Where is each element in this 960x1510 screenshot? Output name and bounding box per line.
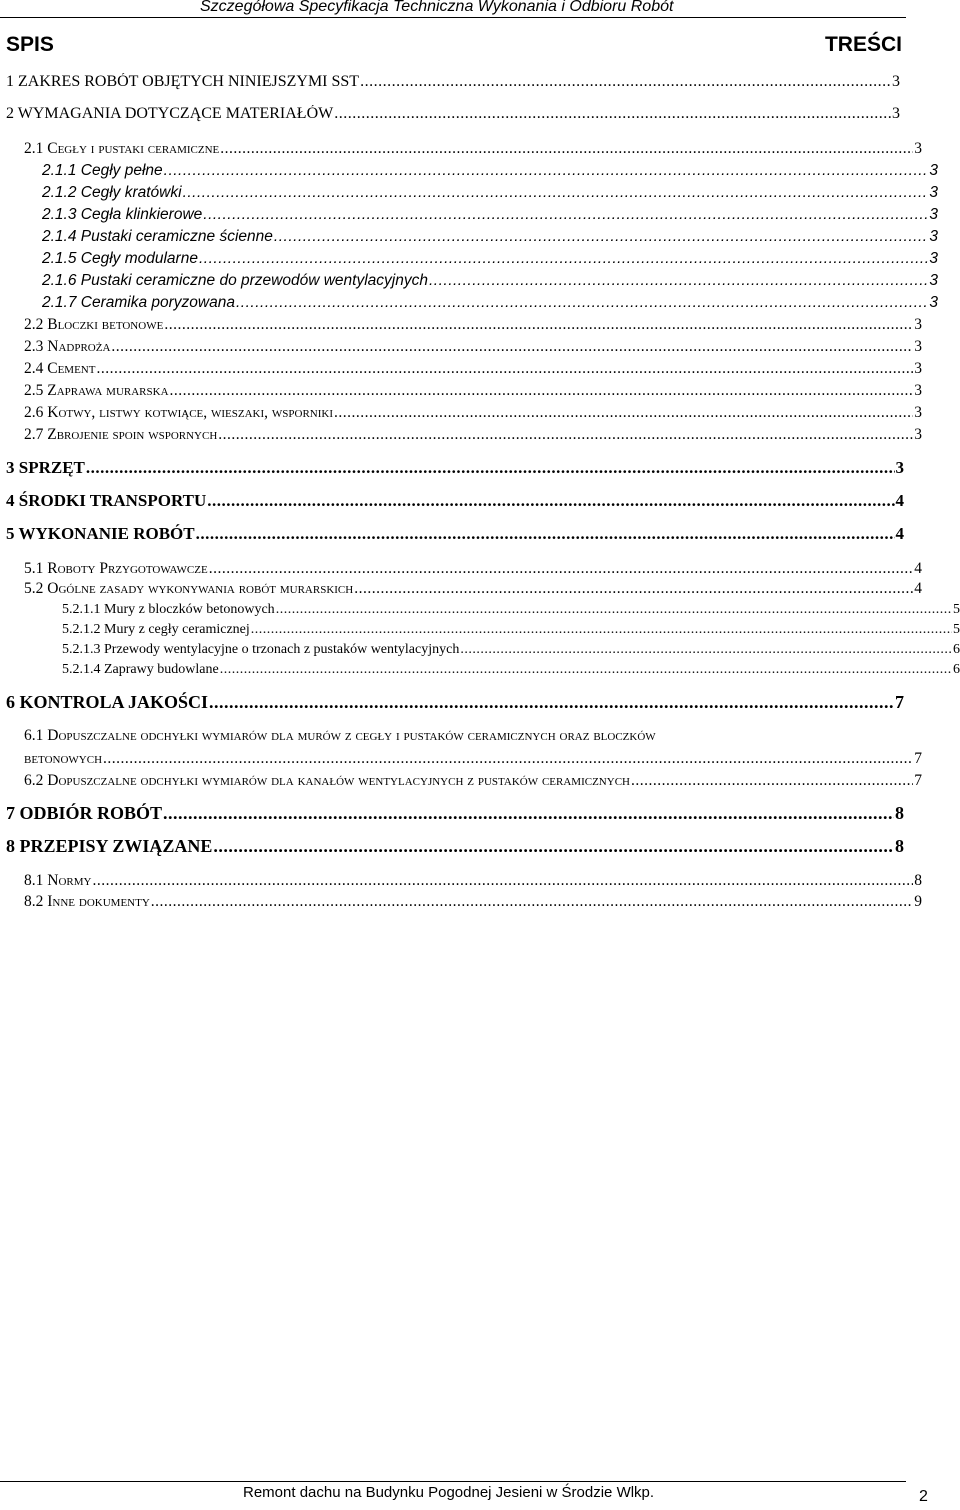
toc-entry-page: 7 xyxy=(895,692,904,712)
toc-entry[interactable] xyxy=(42,294,938,312)
toc-entry-label: 2.1 Cegły i pustaki ceramiczne xyxy=(24,140,220,157)
heading-spis: SPIS xyxy=(6,33,54,56)
leader-dots xyxy=(111,338,913,356)
toc-entry-label: 5.2.1.1 Mury z bloczków betonowych xyxy=(62,602,275,617)
toc-entry-page: 3 xyxy=(929,272,938,289)
toc-entry-page: 7 xyxy=(914,750,922,767)
toc-entry-page: 4 xyxy=(914,580,922,597)
leader-dots xyxy=(460,642,952,658)
leader-dots xyxy=(274,228,928,246)
toc-entry-page: 3 xyxy=(895,458,904,477)
toc-entry-page: 3 xyxy=(914,382,922,399)
toc-entry-page: 3 xyxy=(914,360,922,377)
toc-entry-label: 8.1 Normy xyxy=(24,872,92,889)
toc-entry[interactable] xyxy=(24,316,922,334)
toc-entry[interactable] xyxy=(6,692,904,713)
toc-entry[interactable] xyxy=(42,184,938,202)
toc-entry[interactable] xyxy=(62,602,960,618)
toc-entry[interactable] xyxy=(62,622,960,638)
toc-entry-label: 2.1.2 Cegły kratówki xyxy=(42,184,182,201)
toc-entry-label: 5.2.1.4 Zaprawy budowlane xyxy=(62,662,219,677)
toc-entry-page: 8 xyxy=(914,872,922,889)
toc-entry-label: 2.7 Zbrojenie spoin wspornych xyxy=(24,426,218,443)
toc-entry-label: 2.5 Zaprawa murarska xyxy=(24,382,169,399)
heading-tresci: TREŚCI xyxy=(824,33,902,56)
toc-entry-page: 6 xyxy=(953,642,960,657)
toc-entry-label[interactable]: 6.1 Dopuszczalne odchyłki wymiarów dla murów z cegły i pustaków ceramicznych oraz bloczków xyxy=(24,727,656,744)
toc-entry-page: 3 xyxy=(929,162,938,179)
leader-dots xyxy=(354,580,913,598)
toc-entry-label: 8 PRZEPISY ZWIĄZANE xyxy=(6,836,213,856)
toc-entry[interactable] xyxy=(6,458,904,478)
leader-dots xyxy=(251,622,952,638)
toc-entry-page: 3 xyxy=(914,404,922,421)
toc-entry-page: 3 xyxy=(892,73,900,90)
toc-entry[interactable] xyxy=(6,836,904,857)
toc-entry-label: 2.1.1 Cegły pełne xyxy=(42,162,163,179)
leader-dots xyxy=(103,750,913,768)
toc-entry[interactable] xyxy=(24,872,922,890)
toc-entry-page: 9 xyxy=(914,893,922,910)
toc-entry-page: 3 xyxy=(914,316,922,333)
toc-entry-page: 3 xyxy=(914,140,922,157)
leader-dots xyxy=(334,404,913,422)
toc-entry[interactable] xyxy=(62,662,960,678)
document-footer-title: Remont dachu na Budynku Pogodnej Jesieni w Środzie Wlkp. xyxy=(243,1484,655,1501)
toc-entry-label: 2.1.4 Pustaki ceramiczne ścienne xyxy=(42,228,273,245)
toc-entry-page: 3 xyxy=(892,105,900,122)
toc-entry[interactable] xyxy=(6,803,904,824)
toc-entry[interactable] xyxy=(24,140,922,158)
leader-dots xyxy=(429,272,928,290)
toc-entry[interactable] xyxy=(24,360,922,378)
toc-entry-page: 3 xyxy=(914,338,922,355)
toc-entry-label: 1 ZAKRES ROBÓT OBJĘTYCH NINIEJSZYMI SST xyxy=(6,73,360,90)
leader-dots xyxy=(207,491,894,511)
leader-dots xyxy=(163,803,894,824)
leader-dots xyxy=(218,426,913,444)
toc-entry-page: 4 xyxy=(914,560,922,577)
toc-entry-page: 3 xyxy=(929,184,938,201)
toc-entry[interactable] xyxy=(24,750,922,768)
toc-entry-label: 2.4 Cement xyxy=(24,360,96,377)
leader-dots xyxy=(199,250,928,268)
leader-dots xyxy=(360,73,891,91)
page-number: 2 xyxy=(919,1488,928,1505)
toc-entry[interactable] xyxy=(42,206,938,224)
toc-entry-label: 5.1 Roboty Przygotowawcze xyxy=(24,560,208,577)
leader-dots xyxy=(213,836,894,857)
leader-dots xyxy=(631,772,913,790)
leader-dots xyxy=(96,360,913,378)
leader-dots xyxy=(209,560,914,578)
toc-entry-page: 8 xyxy=(895,803,904,823)
toc-entry-page: 5 xyxy=(953,602,960,617)
toc-entry-label: 5.2 Ogólne zasady wykonywania robót murarskich xyxy=(24,580,354,597)
toc-entry-label: betonowych xyxy=(24,750,103,767)
leader-dots xyxy=(164,316,913,334)
toc-entry-label: 2.1.6 Pustaki ceramiczne do przewodów wentylacyjnych xyxy=(42,272,428,289)
toc-entry-page: 8 xyxy=(895,836,904,856)
toc-entry-label: 2.6 Kotwy, listwy kotwiące, wieszaki, wsporniki xyxy=(24,404,334,421)
toc-entry-label: 4 ŚRODKI TRANSPORTU xyxy=(6,491,207,510)
toc-entry[interactable] xyxy=(24,893,922,911)
toc-entry[interactable] xyxy=(24,404,922,422)
toc-entry[interactable] xyxy=(24,580,922,598)
toc-entry-label: 2.3 Nadproża xyxy=(24,338,111,355)
leader-dots xyxy=(209,692,894,713)
toc-entry-page: 3 xyxy=(929,250,938,267)
toc-entry-label: 2.1.5 Cegły modularne xyxy=(42,250,198,267)
toc-entry-label: 6 KONTROLA JAKOŚCI xyxy=(6,692,209,712)
toc-entry-page: 6 xyxy=(953,662,960,677)
toc-entry[interactable] xyxy=(42,272,938,290)
toc-entry-page: 5 xyxy=(953,622,960,637)
toc-entry[interactable] xyxy=(6,524,904,544)
leader-dots xyxy=(164,162,929,180)
toc-entry[interactable] xyxy=(24,560,922,578)
toc-entry-page: 4 xyxy=(895,491,904,510)
toc-entry[interactable] xyxy=(24,382,922,400)
leader-dots xyxy=(86,458,895,478)
toc-entry-label: 2.1.7 Ceramika poryzowana xyxy=(42,294,235,311)
toc-entry-label: 3 SPRZĘT xyxy=(6,458,85,477)
document-header-title: Szczegółowa Specyfikacja Techniczna Wykonania i Odbioru Robót xyxy=(200,0,674,15)
toc-entry-label: 6.2 Dopuszczalne odchyłki wymiarów dla kanałów wentylacyjnych z pustaków ceramicznych xyxy=(24,772,630,789)
leader-dots xyxy=(170,382,914,400)
toc-entry[interactable] xyxy=(42,250,938,268)
toc-entry-page: 3 xyxy=(914,426,922,443)
toc-entry-label: 5 WYKONANIE ROBÓT xyxy=(6,524,195,543)
leader-dots xyxy=(220,662,952,678)
leader-dots xyxy=(183,184,929,202)
toc-entry-label: 5.2.1.3 Przewody wentylacyjne o trzonach z pustaków wentylacyjnych xyxy=(62,642,460,657)
toc-entry[interactable] xyxy=(6,73,900,91)
toc-entry-page: 3 xyxy=(929,228,938,245)
toc-entry[interactable] xyxy=(42,162,938,180)
toc-entry-label: 8.2 Inne dokumenty xyxy=(24,893,150,910)
toc-entry[interactable] xyxy=(62,642,960,658)
toc-entry[interactable] xyxy=(42,228,938,246)
leader-dots xyxy=(236,294,928,312)
toc-entry-label: 2.1.3 Cegła klinkierowe xyxy=(42,206,203,223)
leader-dots xyxy=(196,524,895,544)
leader-dots xyxy=(276,602,952,618)
toc-entry-page: 4 xyxy=(895,524,904,543)
toc-entry-page: 3 xyxy=(929,294,938,311)
toc-entry-label: 2.2 Bloczki betonowe xyxy=(24,316,164,333)
leader-dots xyxy=(220,140,913,158)
toc-entry-page: 7 xyxy=(914,772,922,789)
toc-entry[interactable] xyxy=(24,426,922,444)
leader-dots xyxy=(92,872,913,890)
footer-divider xyxy=(0,1481,906,1482)
toc-entry-page: 3 xyxy=(929,206,938,223)
leader-dots xyxy=(151,893,913,911)
leader-dots xyxy=(203,206,928,224)
toc-entry[interactable] xyxy=(6,105,900,123)
toc-entry[interactable] xyxy=(24,338,922,356)
toc-entry[interactable] xyxy=(6,491,904,511)
toc-entry-label: 5.2.1.2 Mury z cegły ceramicznej xyxy=(62,622,250,637)
toc-entry[interactable] xyxy=(24,772,922,790)
toc-entry-label: 2 WYMAGANIA DOTYCZĄCE MATERIAŁÓW xyxy=(6,105,334,122)
leader-dots xyxy=(334,105,891,123)
toc-entry-label: 7 ODBIÓR ROBÓT xyxy=(6,803,163,823)
